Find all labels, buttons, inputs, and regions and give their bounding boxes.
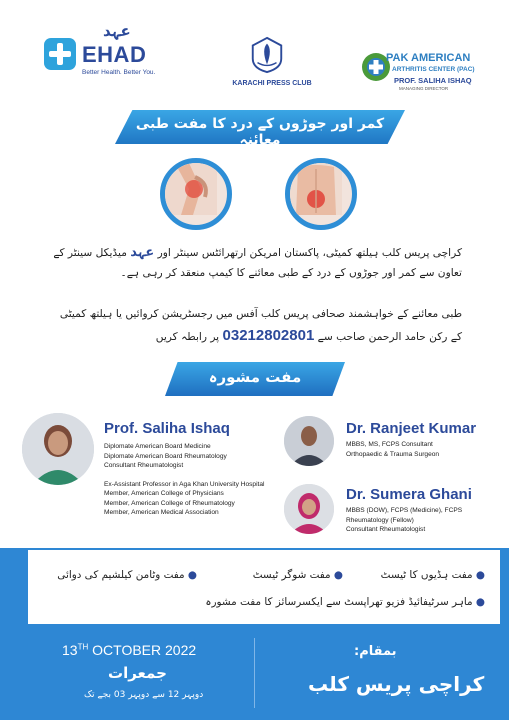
bullet-icon: ● (475, 596, 485, 608)
service-label: مفت ہڈیوں کا ٹیسٹ (380, 569, 473, 581)
service-item-sugar-test (253, 569, 343, 581)
bullet-icon: ● (333, 569, 343, 581)
credential-line: MBBS, MS, FCPS Consultant (346, 441, 433, 448)
ehad-urdu-logo: عہد (103, 22, 131, 40)
services-card (28, 550, 500, 624)
credential-line: Ex-Assistant Professor in Aga Khan University Hospital (104, 480, 265, 488)
doctor-photo-ranjeet (284, 416, 334, 466)
credential-line: MBBS (DOW), FCPS (Medicine), FCPS (346, 507, 463, 514)
avatar-icon (22, 413, 94, 485)
date-day: 13 (62, 642, 78, 658)
ehad-tagline: Better Health. Better You. (82, 69, 156, 76)
credential-line: Consultant Rheumatologist (104, 462, 184, 469)
doctor-credentials-sumera (346, 506, 462, 535)
knee-icon (165, 163, 217, 215)
service-label: مفت وٹامن کیلشیم کی دوائی (57, 569, 185, 581)
credential-line: Diplomate American Board Rheumatology (104, 452, 227, 460)
credential-line: Rheumatology (Fellow) (346, 516, 414, 524)
spacer (104, 471, 265, 480)
pac-director-role: MANAGING DIRECTOR (399, 86, 449, 91)
ehad-brand-inline: عہد (130, 245, 155, 260)
registration-paragraph (50, 303, 462, 348)
event-date (62, 642, 196, 658)
pac-title: PAK AMERICAN (386, 52, 471, 64)
venue-name: کراچی پریس کلب (308, 672, 485, 696)
service-item-bone-test (381, 569, 485, 581)
service-label: ماہر سرٹیفائیڈ فزیو تھراپسٹ سے ایکسرسائز کا مفت مشورہ (205, 596, 473, 608)
doctor-name-sumera: Dr. Sumera Ghani (346, 486, 472, 503)
intro-paragraph (50, 243, 462, 283)
pac-director: PROF. SALIHA ISHAQ (394, 76, 472, 85)
footer-divider (254, 638, 255, 708)
service-label: مفت شوگر ٹیسٹ (252, 569, 331, 581)
doctor-credentials-saliha (104, 442, 265, 518)
back-pain-illustration (285, 158, 357, 230)
ehad-logo-icon (44, 38, 76, 70)
venue-label: بمقام: (354, 644, 397, 659)
press-club-emblem-icon (248, 36, 286, 74)
knee-pain-illustration (160, 158, 232, 230)
credential-line: Diplomate American Board Medicine (104, 443, 211, 450)
avatar-icon (284, 416, 334, 466)
contact-phone: 03212802801 (222, 327, 315, 344)
event-weekday: جمعرات (108, 664, 167, 682)
avatar-icon (284, 484, 334, 534)
credential-line: Member, American College of Rheumatology (104, 499, 235, 507)
doctor-credentials-ranjeet (346, 440, 439, 459)
doctor-photo-saliha (22, 413, 94, 485)
credential-line: Consultant Rheumatologist (346, 526, 426, 533)
back-icon (290, 163, 342, 215)
service-item-physio (205, 596, 485, 608)
free-consultation-text: مفت مشورہ (208, 368, 302, 386)
doctor-name-saliha: Prof. Saliha Ishaq (104, 420, 230, 437)
bullet-icon: ● (475, 569, 485, 581)
registration-text-1: طبی معائنے کے خواہشمند صحافی پریس کلب آفس میں رجسٹریشن کروائیں یا ہیلتھ کمیٹی کے رکن حامد الرحمن صاحب سے (59, 308, 462, 343)
credential-line: Member, American College of Physicians (104, 490, 224, 497)
intro-text-2: میڈیکل سینٹر کے تعاون سے کمر اور جوڑوں کے درد کے طبی معائنے کا کیمپ منعقد کر رہی ہے۔ (53, 247, 462, 279)
intro-text-1: کراچی پریس کلب ہیلتھ کمیٹی، پاکستان امریکن ارتھرائٹس سینٹر اور (157, 247, 462, 259)
service-item-calcium (57, 569, 197, 581)
date-suffix: TH (77, 642, 89, 652)
press-club-name: KARACHI PRESS CLUB (232, 80, 312, 87)
date-month-year: OCTOBER 2022 (88, 642, 197, 658)
headline-text: کمر اور جوڑوں کے درد کا مفت طبی معائنہ (135, 116, 385, 148)
pac-subtitle: ARTHRITIS CENTER (PAC) (392, 66, 475, 73)
registration-text-2: پر رابطہ کریں (155, 331, 220, 343)
ehad-logo-text: EHAD (82, 42, 147, 67)
doctor-name-ranjeet: Dr. Ranjeet Kumar (346, 420, 477, 437)
credential-line: Member, American Medical Association (104, 509, 219, 516)
credential-line: Orthopaedic & Trauma Surgeon (346, 450, 440, 458)
doctor-photo-sumera (284, 484, 334, 534)
event-time: دوپہر 12 سے دوپہر 03 بجے تک (84, 690, 204, 700)
bullet-icon: ● (187, 569, 197, 581)
